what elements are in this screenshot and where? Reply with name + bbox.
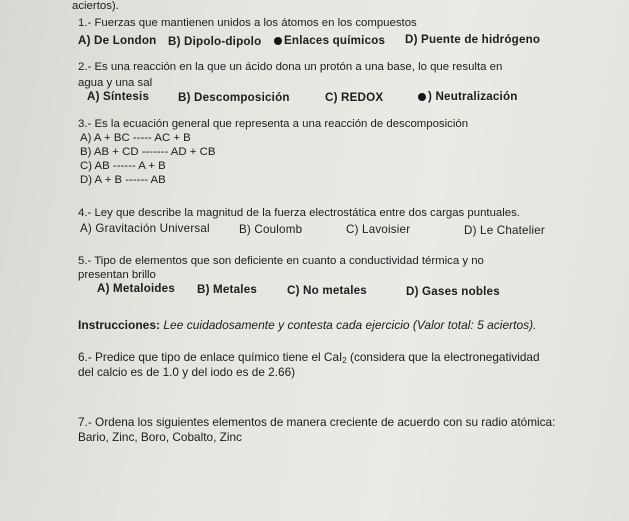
question-3-option-b: B) AB + CD ------- AD + CB xyxy=(80,146,216,158)
question-4-stem: 4.- Ley que describe la magnitud de la fuerza electrostática entre dos cargas puntuales. xyxy=(78,207,520,219)
question-6-line-2: del calcio es de 1.0 y del iodo es de 2.66) xyxy=(78,365,296,379)
question-3-option-d: D) A + B ------ AB xyxy=(80,174,166,186)
question-3-stem: 3.- Es la ecuación general que representa a una reacción de descomposición xyxy=(78,118,469,130)
selected-answer-mark-icon xyxy=(274,37,282,45)
question-4-option-b: B) Coulomb xyxy=(239,223,303,236)
question-1-stem: 1.- Fuerzas que mantienen unidos a los átomos en los compuestos xyxy=(78,17,417,29)
question-5-option-c: C) No metales xyxy=(287,284,367,297)
question-2-option-c: C) REDOX xyxy=(325,91,384,104)
question-1-option-a: A) De London xyxy=(78,34,157,47)
question-2-stem-line-2: agua y una sal xyxy=(78,77,153,89)
question-4-option-c: C) Lavoisier xyxy=(346,223,411,236)
question-4-option-a: A) Gravitación Universal xyxy=(80,222,210,235)
question-4-option-d: D) Le Chatelier xyxy=(464,224,545,237)
question-7-line-1: 7.- Ordena los siguientes elementos de manera creciente de acuerdo con su radio atómica: xyxy=(78,415,556,429)
question-6-text-a: 6.- Predice que tipo de enlace químico tiene el CaI xyxy=(78,350,343,364)
question-1-option-c xyxy=(274,34,385,47)
question-5-stem-line-2: presentan brillo xyxy=(78,269,156,281)
question-5-option-d: D) Gases nobles xyxy=(406,285,500,298)
question-3-option-a: A) A + BC ----- AC + B xyxy=(80,132,191,144)
question-6-subscript: 2 xyxy=(342,356,347,365)
instructions-label: Instrucciones: xyxy=(78,318,161,332)
question-5-stem-line-1: 5.- Tipo de elementos que son deficiente en cuanto a conductividad térmica y no xyxy=(78,255,484,267)
question-5-option-b: B) Metales xyxy=(197,283,257,296)
header-fragment: aciertos). xyxy=(72,0,119,12)
question-3-option-c: C) AB ------ A + B xyxy=(80,160,166,172)
question-2-option-b: B) Descomposición xyxy=(178,91,290,104)
question-1-option-b: B) Dipolo-dipolo xyxy=(168,35,262,48)
question-2-stem-line-1: 2.- Es una reacción en la que un ácido dona un protón a una base, lo que resulta en xyxy=(78,61,503,73)
question-5-option-a: A) Metaloides xyxy=(97,282,175,295)
question-2-option-a: A) Síntesis xyxy=(87,90,150,103)
instructions xyxy=(78,319,536,332)
question-7-line-2: Bario, Zinc, Boro, Cobalto, Zinc xyxy=(78,430,242,444)
instructions-body: Lee cuidadosamente y contesta cada ejercicio (Valor total: 5 aciertos). xyxy=(163,318,537,332)
question-2-option-d-label: ) Neutralización xyxy=(428,90,518,103)
question-6-text-b: (considera que la electronegatividad xyxy=(346,350,540,364)
question-1-option-c-label: Enlaces químicos xyxy=(284,34,386,47)
selected-answer-mark-icon xyxy=(418,93,426,101)
question-2-option-d xyxy=(418,90,518,103)
question-1-option-d: D) Puente de hidrógeno xyxy=(405,33,541,46)
